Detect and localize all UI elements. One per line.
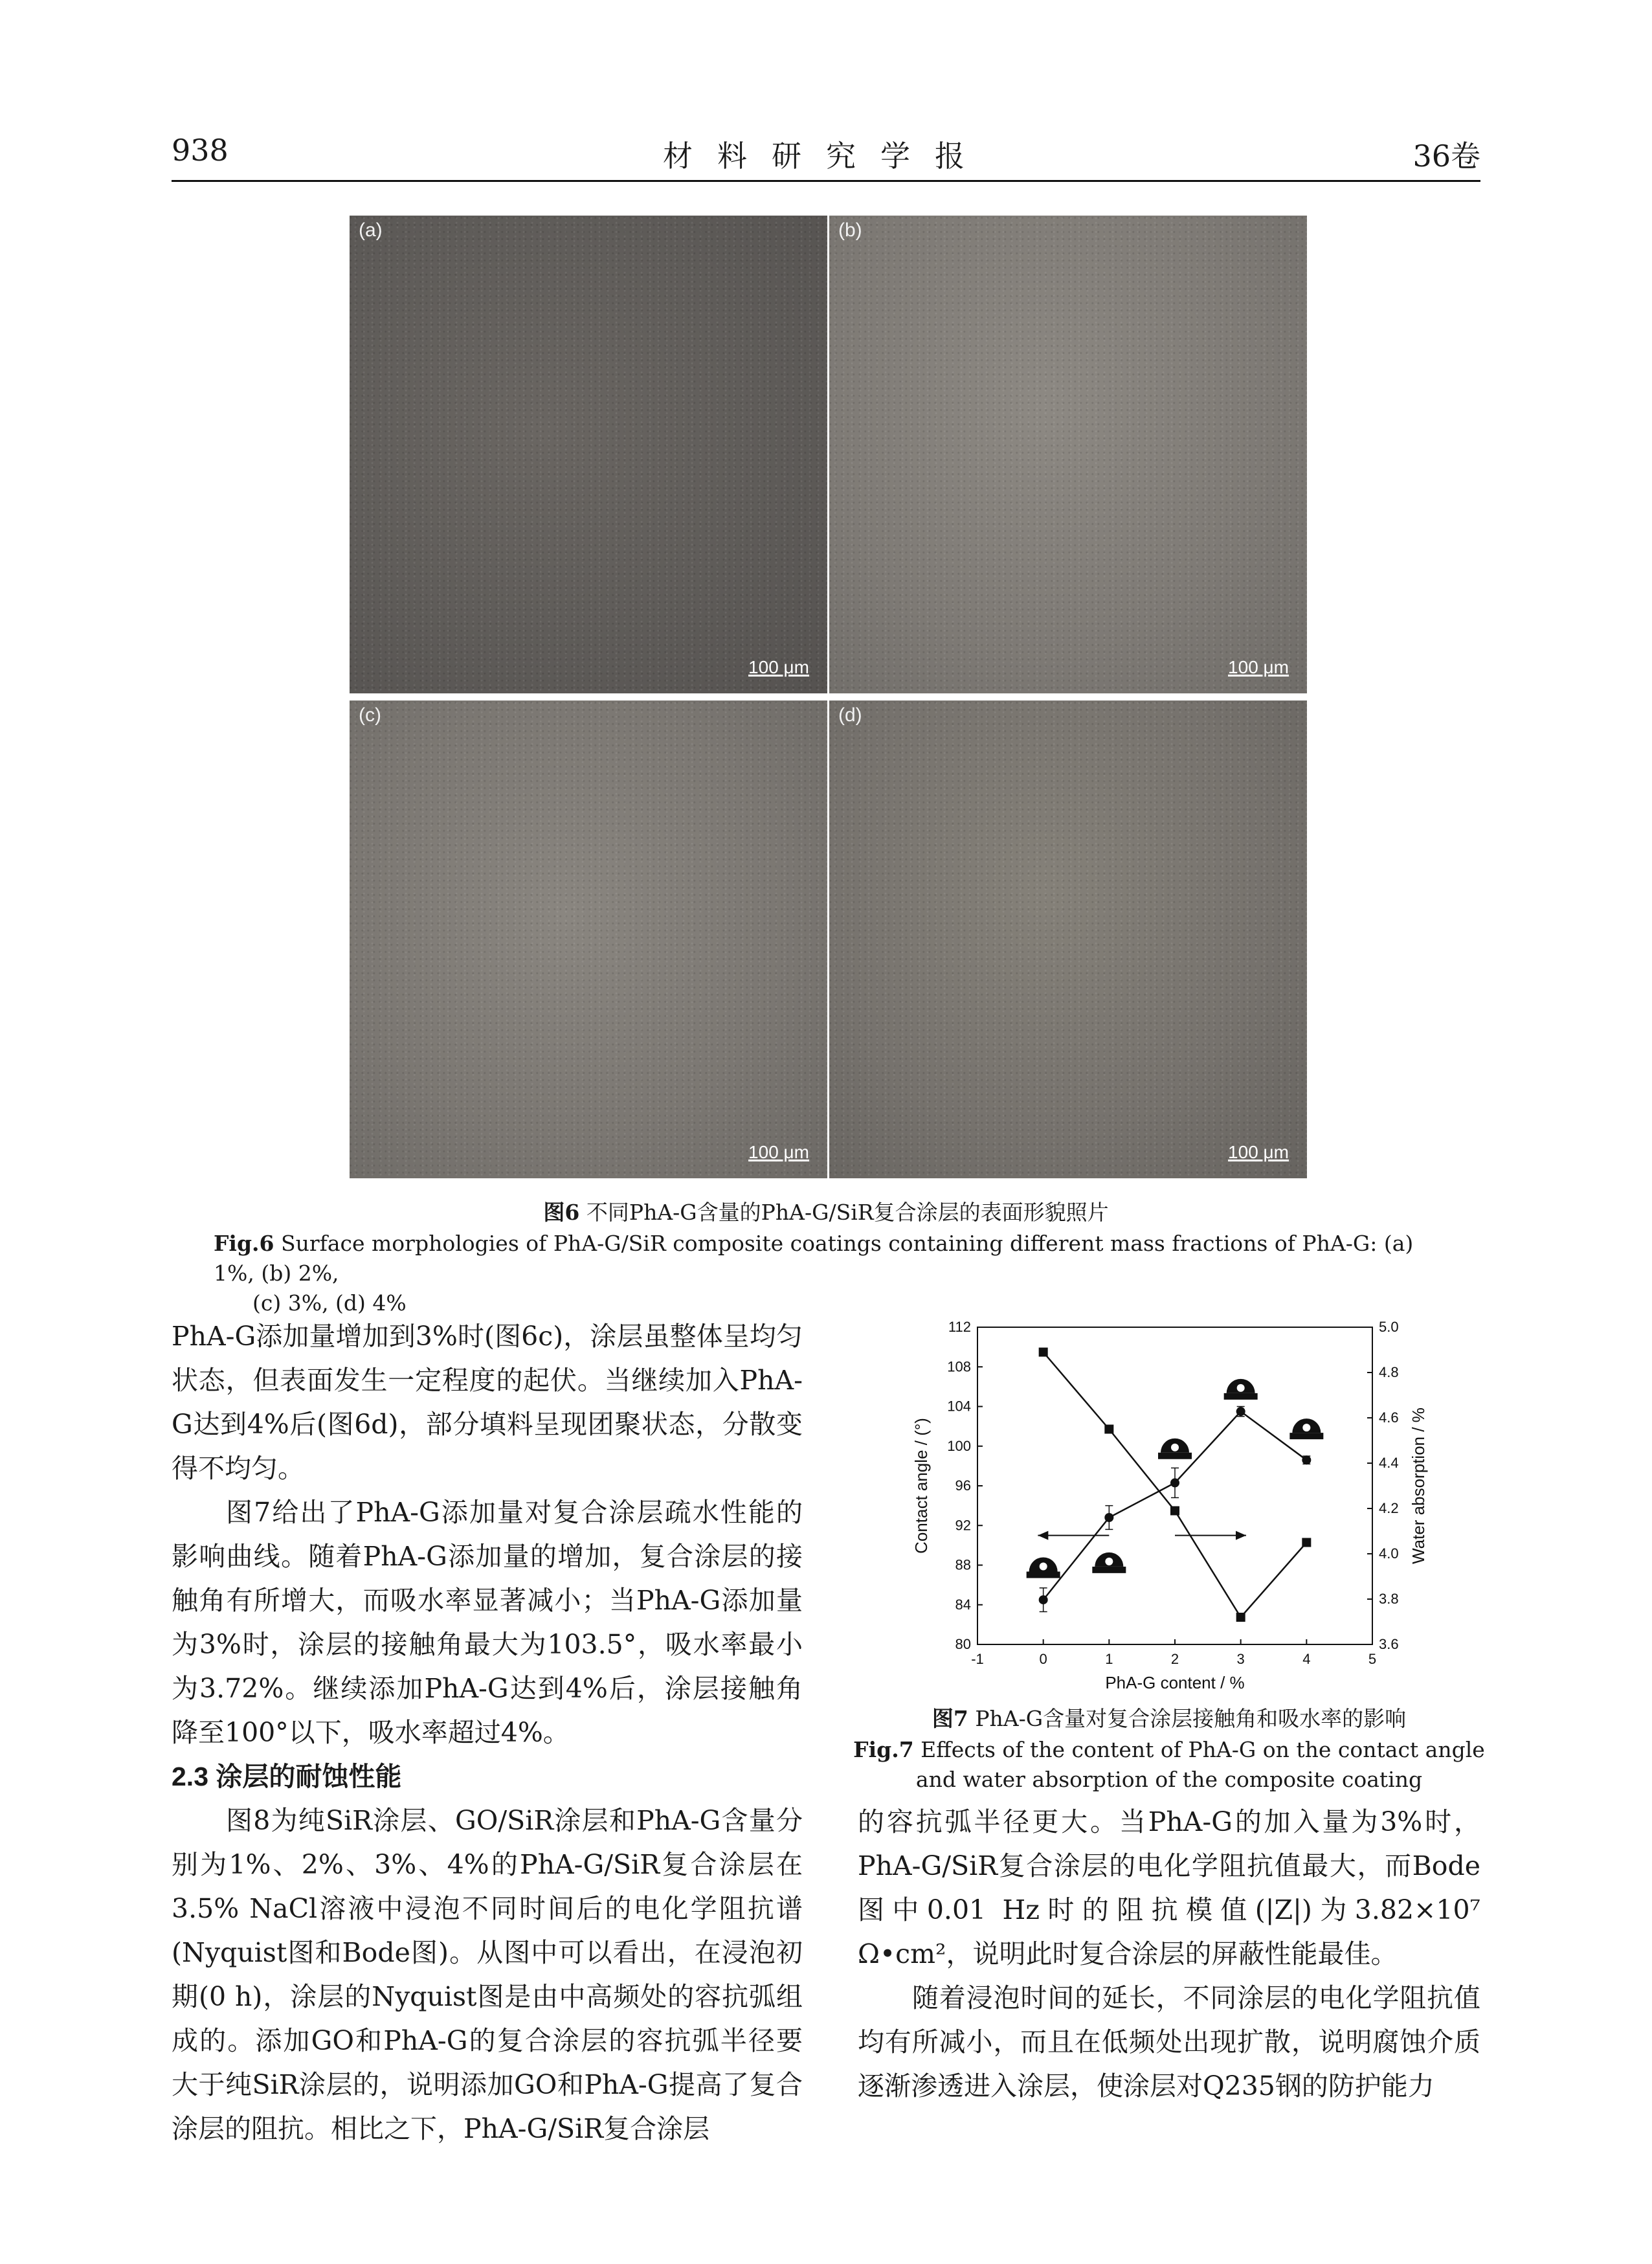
micrograph-b [829, 216, 1307, 693]
contact-angle-point [1170, 1478, 1179, 1487]
panel-label-b: (b) [838, 219, 862, 241]
y-left-axis-label: Contact angle / (°) [911, 1418, 931, 1554]
section-heading: 2.3 涂层的耐蚀性能 [172, 1762, 402, 1791]
water-absorption-point [1170, 1507, 1179, 1516]
y-right-tick-label: 3.8 [1379, 1591, 1399, 1607]
header-rule [172, 180, 1480, 182]
droplet-substrate-icon [1224, 1393, 1258, 1400]
fig6-label-en: Fig.6 [214, 1231, 274, 1256]
y-right-tick-label: 4.0 [1379, 1545, 1399, 1562]
y-left-tick-label: 112 [948, 1319, 971, 1335]
fig7-text-en: Effects of the content of PhA-G on the contact angle and water absorption of the composite coating [913, 1737, 1485, 1792]
left-paragraph-3: 图8为纯SiR涂层、GO/SiR涂层和PhA-G含量分别为1%、2%、3%、4%的PhA-G/SiR复合涂层在3.5% NaCl溶液中浸泡不同时间后的电化学阻抗谱(Nyquist图和Bode图)。从图中可以看出，在浸泡初期(0 h)，涂层的Nyquist图是由中高频处的容抗弧组成的。添加GO和PhA-G的复合涂层的容抗弧半径要大于纯SiR涂层的，说明添加GO和PhA-G提高了复合涂层的阻抗。相比之下，PhA-G/SiR复合涂层 [172, 1805, 803, 2144]
water-absorption-point [1104, 1425, 1113, 1434]
scale-bar-c: 100 μm [748, 1142, 809, 1162]
y-right-tick-label: 5.0 [1379, 1319, 1399, 1335]
y-right-tick-label: 4.2 [1379, 1500, 1399, 1516]
droplet-substrate-icon [1092, 1567, 1126, 1573]
fig6-caption-en [214, 1229, 1457, 1318]
panel-label-a: (a) [359, 219, 383, 241]
scale-bar-a: 100 μm [748, 657, 809, 677]
y-right-axis-label: Water absorption / % [1409, 1407, 1428, 1564]
fig6-caption-cn [0, 1198, 1652, 1227]
left-column [172, 1314, 803, 2151]
page-number: 938 [172, 133, 229, 168]
right-paragraph-1: 的容抗弧半径更大。当PhA-G的加入量为3%时，PhA-G/SiR复合涂层的电化学阻抗值最大，而Bode图中0.01 Hz时的阻抗模值(|Z|)为3.82×10⁷ Ω•cm²，说明此时复合涂层的屏蔽性能最佳。 [858, 1806, 1480, 1969]
y-left-tick-label: 108 [947, 1358, 971, 1375]
x-axis-label: PhA-G content / % [1105, 1673, 1245, 1692]
y-left-tick-label: 92 [955, 1517, 971, 1534]
right-column [858, 1800, 1480, 2108]
journal-title: 材料研究学报 [663, 139, 989, 174]
left-paragraph-1: PhA-G添加量增加到3%时(图6c)，涂层虽整体呈均匀状态，但表面发生一定程度的起伏。当继续加入PhA-G达到4%后(图6d)，部分填料呈现团聚状态，分散变得不均匀。 [172, 1321, 803, 1484]
y-left-tick-label: 100 [947, 1437, 971, 1454]
y-right-tick-label: 4.4 [1379, 1455, 1399, 1471]
panel-label-d: (d) [838, 704, 862, 726]
axis-arrow-head [1236, 1531, 1246, 1540]
fig7-text-cn: PhA-G含量对复合涂层接触角和吸水率的影响 [968, 1706, 1407, 1731]
x-tick-label: 2 [1170, 1651, 1179, 1667]
droplet-highlight-icon [1171, 1444, 1179, 1451]
fig7-svg [893, 1314, 1450, 1703]
y-left-tick-label: 104 [947, 1398, 971, 1415]
water-absorption-point [1039, 1348, 1048, 1357]
contact-angle-point [1236, 1407, 1245, 1416]
water-absorption-point [1302, 1538, 1311, 1547]
axis-arrow-head [1038, 1531, 1048, 1540]
y-left-tick-label: 80 [955, 1636, 971, 1652]
droplet-substrate-icon [1027, 1572, 1060, 1578]
x-tick-label: 3 [1236, 1651, 1245, 1667]
droplet-highlight-icon [1302, 1424, 1310, 1431]
contact-angle-point [1302, 1455, 1311, 1464]
fig6-label-cn: 图6 [543, 1200, 580, 1225]
contact-angle-point [1039, 1595, 1048, 1604]
fig7-label-cn: 图7 [932, 1706, 968, 1731]
x-tick-label: 5 [1368, 1651, 1377, 1667]
scale-bar-b: 100 μm [1228, 657, 1289, 677]
x-tick-label: -1 [971, 1651, 984, 1667]
micrograph-a [350, 216, 827, 693]
micrograph-c [350, 700, 827, 1178]
y-left-tick-label: 88 [955, 1556, 971, 1573]
left-paragraph-2: 图7给出了PhA-G添加量对复合涂层疏水性能的影响曲线。随着PhA-G添加量的增加，复合涂层的接触角有所增大，而吸水率显著减小；当PhA-G添加量为3%时，涂层的接触角最大为103.5°，吸水率最小为3.72%。继续添加PhA-G达到4%后，涂层接触角降至100°以下，吸水率超过4%。 [172, 1497, 803, 1748]
water-absorption-point [1236, 1613, 1245, 1622]
x-tick-label: 0 [1039, 1651, 1047, 1667]
droplet-substrate-icon [1158, 1453, 1192, 1459]
micrograph-d [829, 700, 1307, 1178]
droplet-substrate-icon [1289, 1433, 1323, 1439]
volume-label: 36卷 [1412, 139, 1480, 174]
contact-angle-point [1104, 1513, 1113, 1522]
fig7-caption-en [842, 1735, 1497, 1795]
y-right-tick-label: 3.6 [1379, 1636, 1399, 1652]
y-right-tick-label: 4.8 [1379, 1364, 1399, 1380]
fig6-text-en-2: (c) 3%, (d) 4% [252, 1290, 407, 1316]
fig6-text-cn: 不同PhA-G含量的PhA-G/SiR复合涂层的表面形貌照片 [579, 1200, 1109, 1225]
scale-bar-d: 100 μm [1228, 1142, 1289, 1162]
panel-label-c: (c) [359, 704, 381, 726]
droplet-highlight-icon [1237, 1384, 1245, 1392]
right-paragraph-2: 随着浸泡时间的延长，不同涂层的电化学阻抗值均有所减小，而且在低频处出现扩散，说明腐蚀介质逐渐渗透进入涂层，使涂层对Q235钢的防护能力 [858, 1982, 1480, 2101]
y-left-tick-label: 84 [955, 1596, 971, 1613]
y-left-tick-label: 96 [955, 1477, 971, 1494]
fig7-label-en: Fig.7 [853, 1737, 914, 1762]
fig6-text-en-1: Surface morphologies of PhA-G/SiR composite coatings containing different mass fractions of PhA-G: (a) 1%, (b) 2%, [214, 1231, 1414, 1286]
droplet-highlight-icon [1105, 1558, 1113, 1565]
droplet-highlight-icon [1040, 1563, 1047, 1571]
y-right-tick-label: 4.6 [1379, 1409, 1399, 1426]
fig7-chart [893, 1314, 1450, 1703]
fig7-caption-cn [842, 1704, 1497, 1734]
x-tick-label: 4 [1302, 1651, 1311, 1667]
x-tick-label: 1 [1105, 1651, 1113, 1667]
